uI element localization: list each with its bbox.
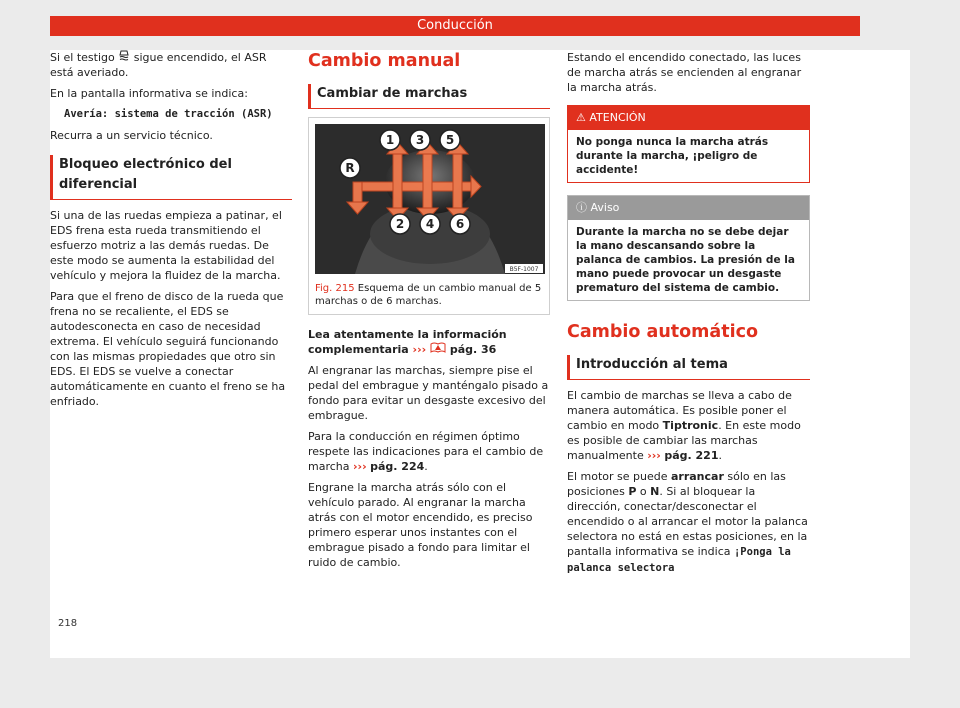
paragraph: Para que el freno de disco de la rueda que frena no se recaliente, el EDS se autodesconecta en caso de necesidad extrema. El vehículo seguirá funcionando con las mismas propiedades que otro sin EDS. El EDS se vuelve a conectar automáticamente en cuanto el freno se ha enfriado. — [50, 290, 286, 408]
gear-label: 1 — [385, 133, 395, 147]
figure-number: Fig. 215 — [315, 283, 355, 294]
paragraph: Para la conducción en régimen óptimo respete las indicaciones para el cambio de marcha ››› pág. 224. — [308, 430, 544, 473]
page-link[interactable]: pág. 36 — [449, 343, 497, 356]
gear-label: 6 — [455, 217, 465, 231]
display-message: Avería: sistema de tracción (ASR) — [64, 108, 273, 120]
gear-label: 4 — [425, 217, 435, 231]
paragraph — [567, 469, 810, 576]
warning-book-icon — [430, 343, 446, 356]
paragraph: Engrane la marcha atrás sólo con el vehículo parado. Al engranar la marcha atrás con el motor encendido, es preciso primero esperar unos instantes con el embrague pisado a fondo para limitar el ruido de cambio. — [308, 481, 533, 569]
text: . En este modo es posible de cambiar las marchas manualmente — [567, 419, 801, 462]
chapter-header: Conducción — [50, 16, 860, 36]
text: sigue encendido, el ASR está averiado. — [50, 51, 267, 79]
paragraph: El cambio de marchas se lleva a cabo de manera automática. Es posible poner el cambio en modo Tiptronic. En este modo es posible de cambiar las marchas manualmente ››› pág. 221. — [567, 389, 801, 462]
lead-paragraph — [308, 327, 550, 357]
page-link[interactable]: pág. 224 — [370, 460, 425, 473]
traction-warning-icon — [118, 51, 130, 64]
text: sólo en las posiciones — [567, 470, 786, 498]
paragraph: Al engranar las marchas, siempre pise el pedal del embrague y manténgalo pisado a fondo para evitar un desgaste excesivo del embrague. — [308, 364, 549, 422]
subsection-heading-intro: Introducción al tema — [567, 355, 810, 380]
section-title-automatic: Cambio automático — [567, 322, 758, 342]
figure-code: B5F-1007 — [509, 266, 539, 273]
text: arrancar — [670, 470, 724, 483]
reference-arrow-icon: ››› — [647, 449, 661, 462]
note-header — [568, 196, 809, 220]
column-1 — [50, 50, 292, 415]
paragraph: Recurra a un servicio técnico. — [50, 129, 213, 142]
paragraph: Si una de las ruedas empieza a patinar, el EDS frena esta rueda transmitiendo el esfuerzo motriz a las demás ruedas. De este modo se aumenta la estabilidad del vehículo y mejora la fluidez de la marcha. — [50, 209, 282, 282]
warning-box — [567, 105, 810, 183]
warning-text: No ponga nunca la marcha atrás durante la marcha, ¡peligro de accidente! — [576, 136, 769, 176]
figure-215 — [308, 117, 550, 315]
gear-label: 2 — [395, 217, 405, 231]
warning-triangle-icon: ⚠ — [576, 111, 586, 124]
reference-arrow-icon: ››› — [412, 343, 427, 356]
subsection-heading-gears: Cambiar de marchas — [308, 84, 550, 109]
gear-label: 5 — [445, 133, 455, 147]
text: Si el testigo — [50, 51, 115, 64]
section-heading-eds: Bloqueo electrónico del diferencial — [50, 155, 292, 200]
warning-header — [568, 106, 809, 130]
info-icon: ⓘ — [576, 201, 587, 214]
display-message: ¡Ponga la palanca selectora — [567, 546, 791, 574]
text: El motor se puede — [567, 470, 668, 483]
text: P — [628, 485, 637, 498]
warning-title: ATENCIÓN — [589, 111, 646, 124]
gear-label: R — [345, 161, 355, 175]
column-2 — [308, 50, 550, 576]
paragraph: En la pantalla informativa se indica: — [50, 87, 248, 100]
gearshift-image — [315, 124, 545, 274]
note-text: Durante la marcha no se debe dejar la mano descansando sobre la palanca de cambios. La presión de la mano puede provocar un desgaste prematuro del sistema de cambio. — [576, 226, 795, 294]
gear-label: 3 — [415, 133, 425, 147]
paragraph-asr — [50, 50, 292, 80]
caption-text: Esquema de un cambio manual de 5 marchas o de 6 marchas. — [315, 283, 542, 307]
reference-arrow-icon: ››› — [353, 460, 367, 473]
note-title: Aviso — [590, 201, 620, 214]
section-title-manual: Cambio manual — [308, 51, 461, 71]
figure-caption — [309, 280, 549, 314]
page-number: 218 — [58, 618, 78, 629]
text: Lea atentamente la información complementaria — [308, 328, 507, 356]
text: N — [650, 485, 660, 498]
column-3 — [567, 50, 810, 582]
text: o — [639, 485, 647, 498]
text: . Si al bloquear la dirección, conectar/desconectar el encendido o al arrancar el motor la palanca selectora no está en estas posiciones, en la pantalla informativa se indica — [567, 485, 808, 558]
text: Tiptronic — [662, 419, 719, 432]
page-link[interactable]: pág. 221 — [664, 449, 719, 462]
note-box — [567, 195, 810, 301]
text: Para la conducción en régimen óptimo respete las indicaciones para el cambio de marcha — [308, 430, 544, 473]
paragraph: Estando el encendido conectado, las luces de marcha atrás se encienden al engranar la marcha atrás. — [567, 51, 802, 94]
text: El cambio de marchas se lleva a cabo de manera automática. Es posible poner el cambio en modo — [567, 389, 792, 432]
